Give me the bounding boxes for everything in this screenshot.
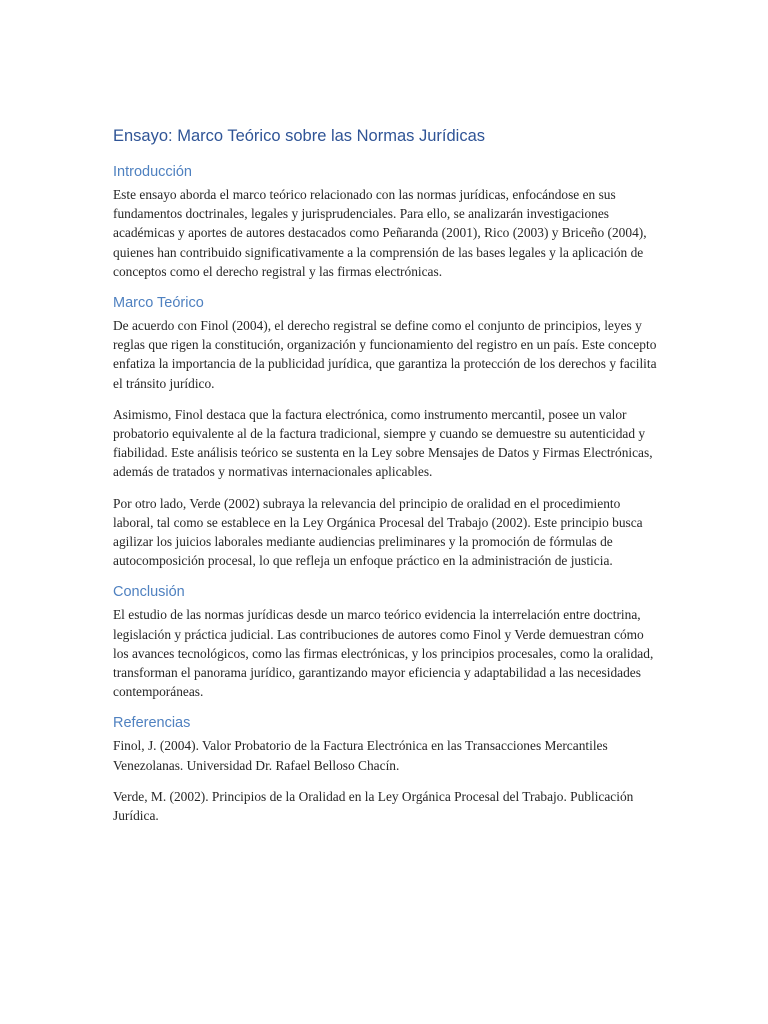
section-heading-marco-teorico: Marco Teórico — [113, 295, 204, 312]
section-heading-conclusion: Conclusión — [113, 584, 185, 601]
paragraph-conclusion-1: El estudio de las normas jurídicas desde un marco teórico evidencia la interrelación entre doctrina, legislación y práctica judicial. Las contribuciones de autores como Finol y Verde demuestran cómo los avances tecnológicos, como las firmas electrónicas, y los principios procesales, como la oralidad, transforman el panorama jurídico, garantizando mayor eficiencia y adaptabilidad a las necesidades contemporáneas. — [113, 607, 654, 700]
section-conclusion — [113, 582, 658, 701]
document-page — [113, 124, 658, 837]
document-title: Ensayo: Marco Teórico sobre las Normas Jurídicas — [113, 127, 486, 145]
section-heading-referencias: Referencias — [113, 715, 191, 732]
reference-finol: Finol, J. (2004). Valor Probatorio de la Factura Electrónica en las Transacciones Mercantiles Venezolanas. Universidad Dr. Rafael Belloso Chacín. — [113, 738, 608, 773]
paragraph-marco-teorico-2: Asimismo, Finol destaca que la factura electrónica, como instrumento mercantil, posee un valor probatorio equivalente al de la factura tradicional, siempre y cuando se demuestre su autenticidad y fiabilidad. Este análisis teórico se sustenta en la Ley sobre Mensajes de Datos y Firmas Electrónicas, además de tratados y normativas internacionales aplicables. — [113, 406, 653, 480]
section-referencias — [113, 713, 658, 825]
reference-verde: Verde, M. (2002). Principios de la Oralidad en la Ley Orgánica Procesal del Trabajo. Publicación Jurídica. — [113, 788, 634, 824]
section-heading-introduccion: Introducción — [113, 164, 192, 180]
section-introduccion — [113, 162, 658, 281]
paragraph-marco-teorico-1: De acuerdo con Finol (2004), el derecho registral se define como el conjunto de principios, leyes y reglas que rigen la constitución, organización y funcionamiento del registro en un país. Este concepto enfatiza la importancia de la publicidad jurídica, que garantiza la protección de los derechos y facilita el tránsito jurídico. — [113, 318, 657, 391]
section-marco-teorico — [113, 293, 658, 570]
paragraph-introduccion-1: Este ensayo aborda el marco teórico relacionado con las normas jurídicas, enfocándose en sus fundamentos doctrinales, legales y jurisprudenciales. Para ello, se analizarán investigaciones académicas y aportes de autores destacados como Peñaranda (2001), Rico (2003) y Briceño (2004), quienes han contribuido significativamente a la comprensión de las bases legales y la aplicación de conceptos como el derecho registral y las firmas electrónicas. — [113, 187, 647, 279]
paragraph-marco-teorico-3: Por otro lado, Verde (2002) subraya la relevancia del principio de oralidad en el procedimiento laboral, tal como se establece en la Ley Orgánica Procesal del Trabajo (2002). Este principio busca agilizar los juicios laborales mediante audiencias preliminares y la promoción de fórmulas de autocomposición procesal, lo que refleja un enfoque práctico en la administración de justicia. — [113, 495, 643, 569]
